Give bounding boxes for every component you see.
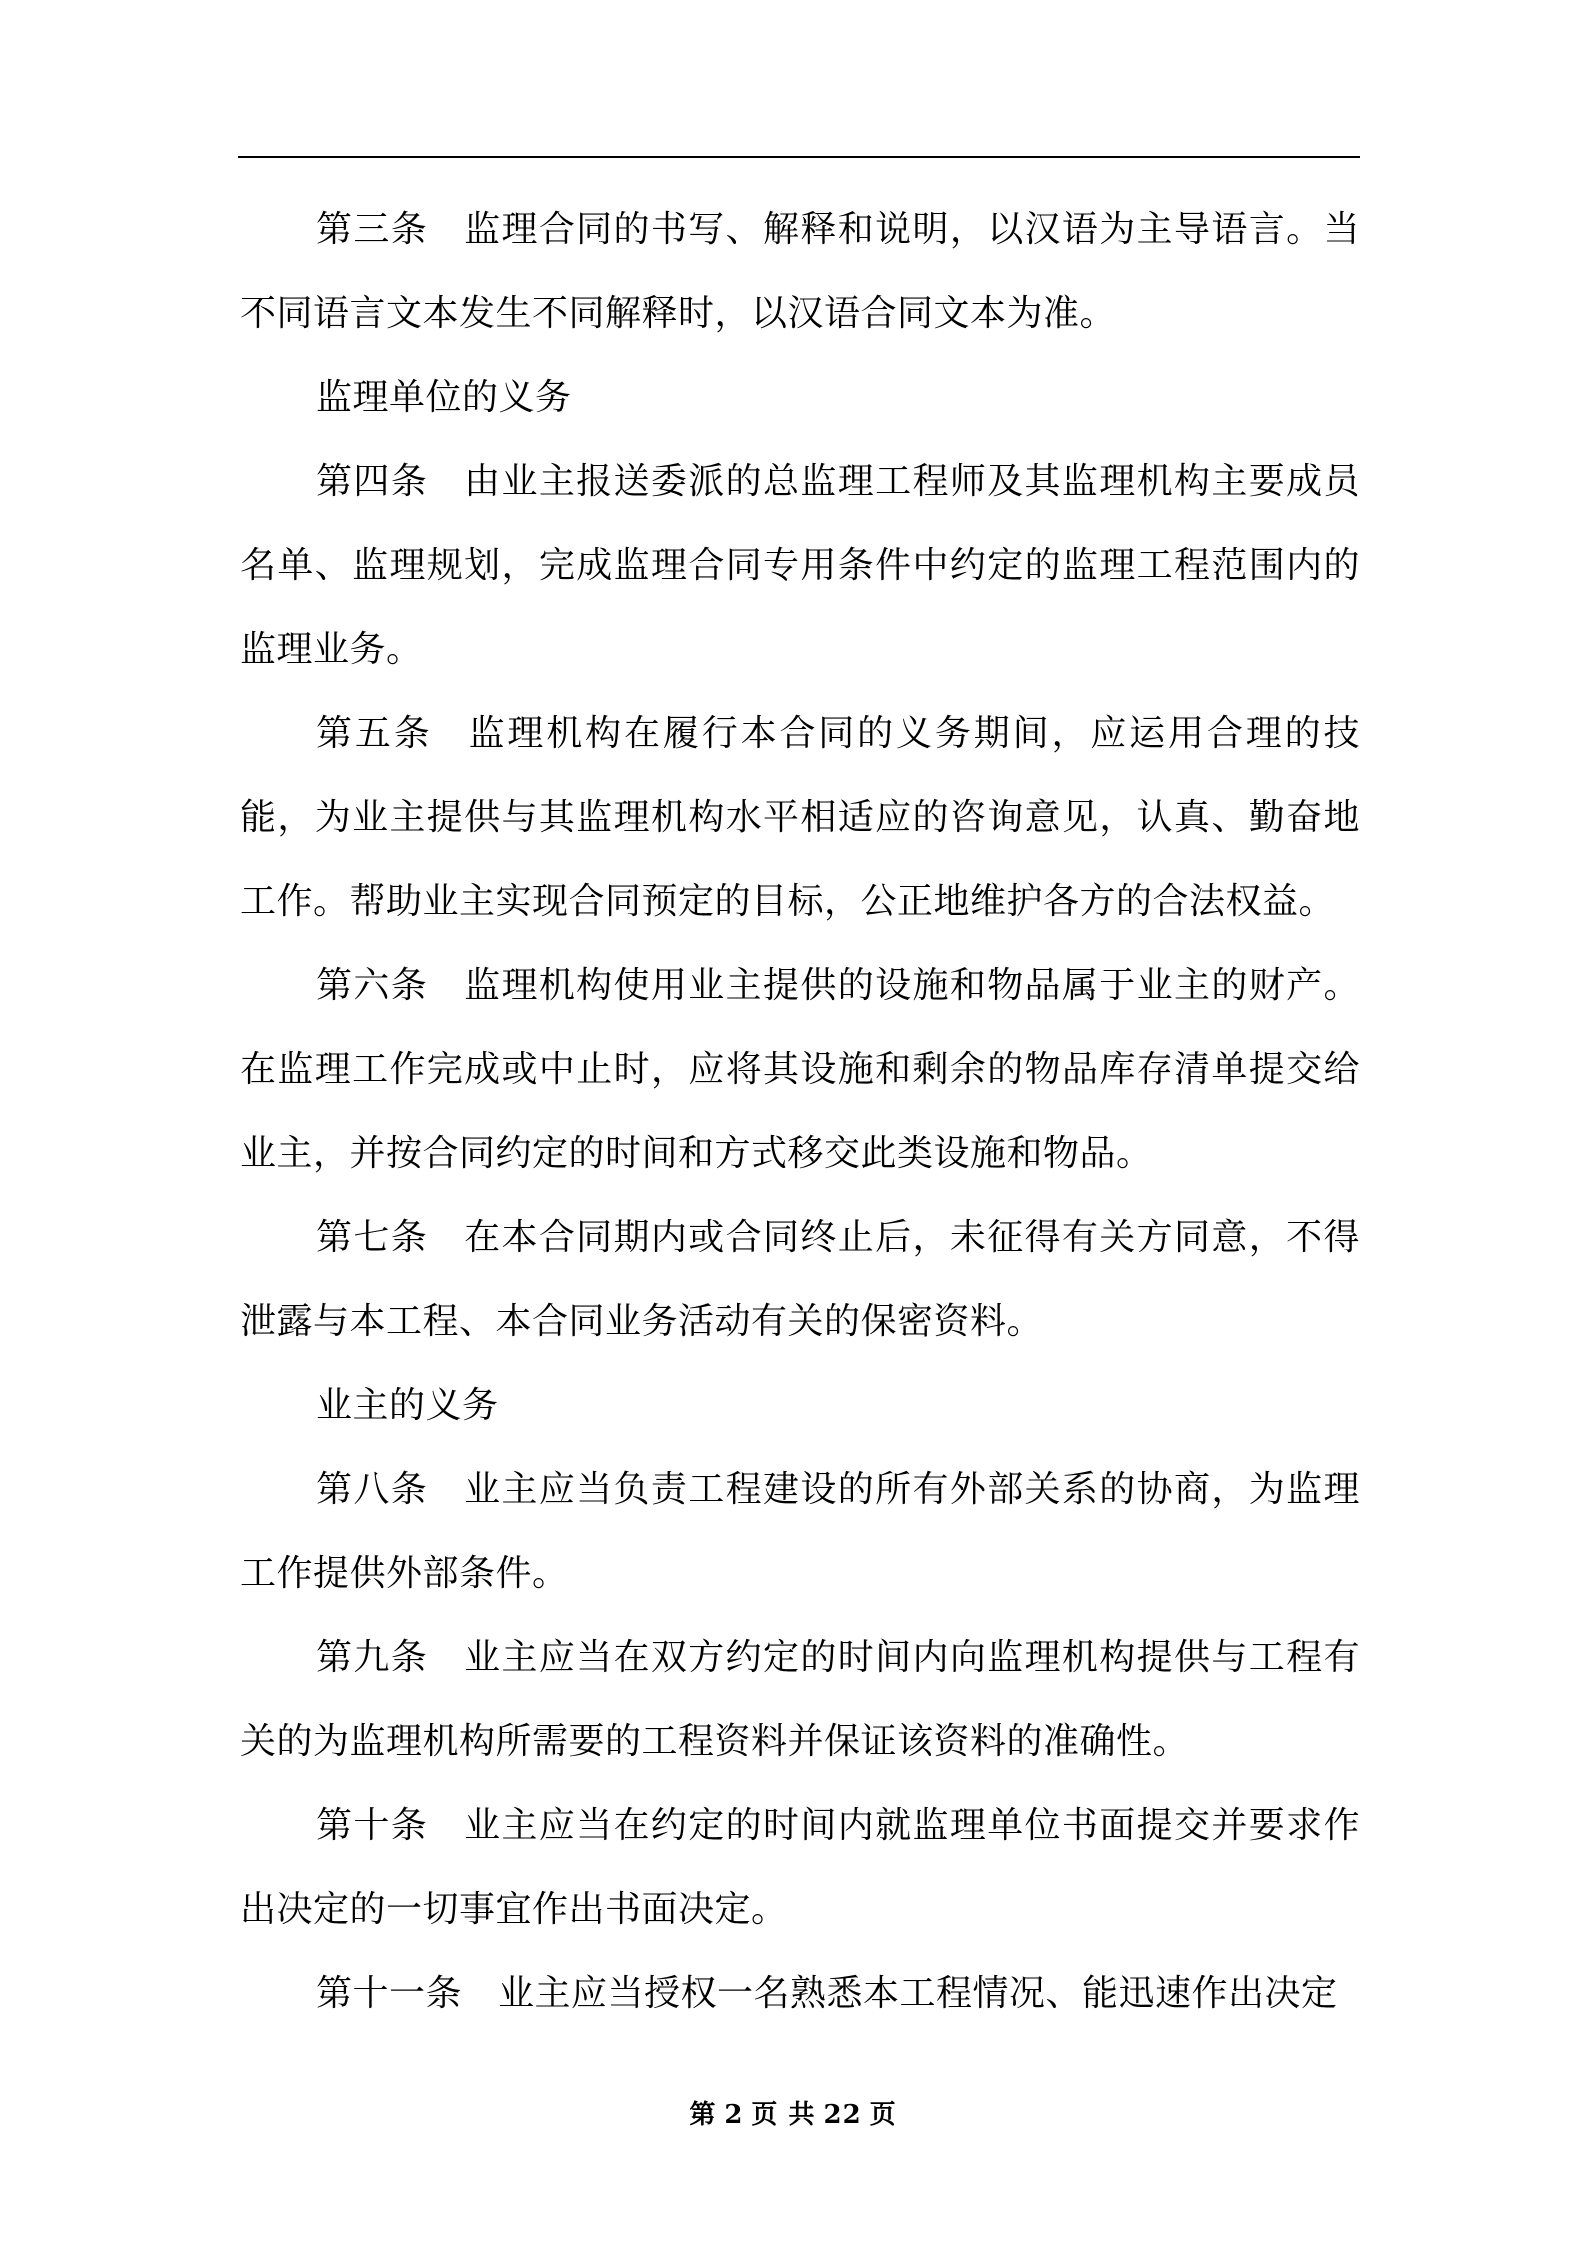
- article-text: 监理机构在履行本合同的义务期间，应运用合理的技能，为业主提供与其监理机构水平相适应的咨询意见，认真、勤奋地工作。帮助业主实现合同预定的目标，公正地维护各方的合法权益。: [240, 713, 1360, 922]
- article-label: 第六条: [316, 965, 429, 1006]
- article-text: 业主应当在约定的时间内就监理单位书面提交并要求作出决定的一切事宜作出书面决定。: [240, 1805, 1360, 1930]
- article-text: 业主应当在双方约定的时间内向监理机构提供与工程有关的为监理机构所需要的工程资料并保证该资料的准确性。: [240, 1637, 1360, 1762]
- article-label: 第九条: [316, 1637, 429, 1678]
- article-4: [240, 440, 1360, 692]
- article-6: [240, 944, 1360, 1196]
- article-text: 业主应当负责工程建设的所有外部关系的协商，为监理工作提供外部条件。: [240, 1469, 1360, 1594]
- footer-middle: 页 共: [751, 2100, 816, 2130]
- article-11: [240, 1952, 1360, 2036]
- section-heading-supervisor-duties: 监理单位的义务: [316, 377, 572, 418]
- article-7: [240, 1196, 1360, 1364]
- article-text: 监理机构使用业主提供的设施和物品属于业主的财产。在监理工作完成或中止时，应将其设施和剩余的物品库存清单提交给业主，并按合同约定的时间和方式移交此类设施和物品。: [240, 965, 1360, 1174]
- article-3: [240, 188, 1360, 356]
- article-10: [240, 1784, 1360, 1952]
- page-footer: [0, 2094, 1586, 2131]
- article-label: 第七条: [316, 1217, 429, 1258]
- footer-prefix: 第: [689, 2100, 717, 2130]
- article-label: 第五条: [316, 713, 433, 754]
- section-heading-owner-duties: 业主的义务: [316, 1385, 499, 1426]
- article-text: 监理合同的书写、解释和说明，以汉语为主导语言。当不同语言文本发生不同解释时，以汉语合同文本为准。: [240, 209, 1360, 334]
- article-9: [240, 1616, 1360, 1784]
- article-label: 第四条: [316, 461, 429, 502]
- total-pages: 22: [823, 2100, 862, 2130]
- article-label: 第三条: [316, 209, 429, 250]
- article-label: 第十一条: [316, 1973, 463, 2014]
- article-8: [240, 1448, 1360, 1616]
- article-5: [240, 692, 1360, 944]
- article-text: 在本合同期内或合同终止后，未征得有关方同意，不得泄露与本工程、本合同业务活动有关的保密资料。: [240, 1217, 1360, 1342]
- header-rule: [238, 156, 1360, 158]
- page-number: 2: [724, 2100, 744, 2130]
- article-text: 业主应当授权一名熟悉本工程情况、能迅速作出决定: [498, 1973, 1338, 2014]
- footer-suffix: 页: [869, 2100, 897, 2130]
- article-label: 第十条: [316, 1805, 429, 1846]
- article-text: 由业主报送委派的总监理工程师及其监理机构主要成员名单、监理规划，完成监理合同专用条件中约定的监理工程范围内的监理业务。: [240, 461, 1360, 670]
- article-label: 第八条: [316, 1469, 429, 1510]
- document-body: [240, 188, 1360, 2036]
